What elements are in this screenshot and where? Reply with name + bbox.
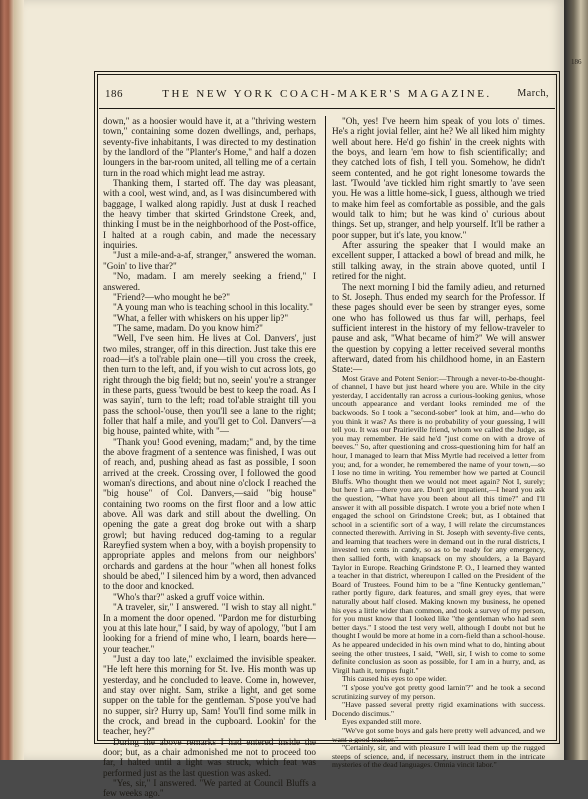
paragraph: "Yes, sir," I answered. "We parted at Council Bluffs a few weeks ago." xyxy=(103,778,316,799)
paragraph: After assuring the speaker that I would make an excellent supper, I attacked a bowl of bread and milk, he still talking away, in the strain above quoted, until I retired for the night. xyxy=(332,240,545,282)
letter-paragraph: "Have passed several pretty rigid examinations with success. Docendo discimus." xyxy=(332,700,545,718)
paragraph: "A young man who is teaching school in this locality." xyxy=(113,302,313,313)
running-title: THE NEW YORK COACH-MAKER'S MAGAZINE. xyxy=(162,88,492,100)
column-divider xyxy=(325,116,326,720)
paragraph: Thanking them, I started off. The day was pleasant, with a cool, west wind, and, as I was disincumbered with baggage, I walked along rapidly. Just at dusk I reached the heavy timber that skirted Grindstone Creek, and, thinking I must be in the neighborhood of the Post-office, I halted at a rough cabin, and made the necessary inquiries. xyxy=(103,178,316,251)
page-stack-edge xyxy=(14,0,24,760)
paragraph: "Thank you! Good evening, madam;" and, by the time the above fragment of a sentence was finished, I was out of reach, and, pushing ahead as fast as possible, I soon arrived at the creek. Crossing over, I followed the good woman's directions, and about nine o'clock I reached the "big house" of Col. Danvers,—said "big house" containing two rooms on the first floor and a low attic above. All was dark and still about the dwelling. On opening the gate a great dog broke out with a sharp growl; but having reduced dog-taming to a regular Rareyfied system when a boy, with a boyish propensity to appropriate apples and melons from our neighbors' orchards and gardens at the hour "when all honest folks should be abed," I silenced him by a word, then advanced to the door and knocked. xyxy=(103,436,316,592)
paragraph: "Oh, yes! I've heern him speak of you lots o' times. He's a right jovial feller, aint he? We all liked him mighty well about here. He'd go fishin' in the creek nights with the boys, and learn 'em how to fish scientifically; and they catched lots of fish, I tell you. Somehow, he didn't seem contented, and he got right lonesome towards the last. 'Twould 'ave tickled him right smartly to 'ave seen you. He was a little home-sick, I guess, although we tried to make him feel as comfortable as possible, and the gals would talk to him; but he was kind o' curious about things. Set up, stranger, and help yourself. It'll be rather a poor supper, but it's late, you know." xyxy=(332,116,545,240)
header-rule xyxy=(99,108,555,109)
book-page xyxy=(24,0,564,799)
next-page-edge xyxy=(564,0,588,760)
letter-paragraph: Most Grave and Potent Senior:—Through a never-to-be-thought-of channel, I have but just heard where you are. While in the city yesterday, I accidentally ran across a curious-looking genius, whose uncouth appearance and verdant looks reminded me of the backwoods. So I took a "second-sober" look at him, and—who do you think it was? As there is no probability of your guessing, I will tell you. It was our Prairieville friend, whom we called the Judge, as you may remember. He said he'd "just come on with a drove of beeves." So, after questioning and cross-questioning him for half an hour, I managed to learn that Miss Myrtle had received a letter from you; and, for a wonder, he remembered the name of your town,—so I lose no time in writing. You remember how we parted at Council Bluffs. Who thought then we would not meet again? Not I, surely; but here I am—there you are. Don't get impatient,—I heard you ask the question, "What have you been about all this time?" and I'll answer it with all possible dispatch. I wrote you a brief note when I engaged the school on Grindstone Creek; but, as I obtained that school in a scientific sort of a way, I will relate the circumstances connected therewith. Arriving in St. Joseph with seventy-five cents, and learning that teachers were in demand out in the rural districts, I invested ten cents in candy, so as to be ready for any emergency, then sallied forth, with knapsack on my shoulders, a la Bayard Taylor in Europe. Reaching Grindstone P. O., I learned they wanted a teacher in that district, whereupon I called on the President of the Board of Trustees. Found him to be a "fine Kentucky gentleman," rather portly figure, dark features, and small grey eyes, that were naturally about half closed. Making known my business, he opened his eyes a little wider than common, and took a survey of my person, for you must know that I looked like "the gentleman who had seen better days." I stood the test very well, although I doubt not but he thought I would be more at home in a corn-field than a school-house. As he appeared undecided in his own mind what to do, hinting about seeing the other trustees, I said, "Well, sir, I wish to come to some definite conclusion as soon as possible, for I am in a hurry, and, as Virgil hath it, tempus fugit." xyxy=(332,373,545,675)
paragraph: "Just a mile-and-a-af, stranger," answered the woman. "Goin' to live thar?" xyxy=(103,250,316,271)
paragraph: "Just a day too late," exclaimed the invisible speaker. "He left here this morning for St. Ive. His month was up yesterday, and he concluded to leave. Come in, however, and stay over night. Sam, strike a light, and get some supper on the table for the gentleman. S'pose you've had no supper, sir? Hurry up, Sam! You'll find some milk in the crock, and bread in the cupboard. Lookin' for the teacher, hey?" xyxy=(103,653,316,737)
paragraph: The next morning I bid the family adieu, and returned to St. Joseph. Thus ended my search for the Professor. If these pages should ever be seen by stranger eyes, some one who has followed us thus far will, perhaps, feel sufficient interest in the history of my fellow-traveler to pause and ask, "What became of him?" We will answer the question by copying a letter received several months afterward, dated from his childhood home, in an Eastern State:— xyxy=(332,281,545,375)
paragraph: "Well, I've seen him. He lives at Col. Danvers', just two miles, stranger, off in this direction. Just take this ere road—it's a tol'rable plain one—till you cross the creek, then turn to the left, and, if you wish to cut across lots, go right through the big field; but no, seein' you're a stranger in these parts, guess 'twould be best to keep the road. As I was sayin', turn to the left; road tol'able straight till you pass the school-'ouse, then you'll see a lane to the right; foller that half a mile, and you'll get to Col. Danvers'—a big house, painted white, with "— xyxy=(103,333,316,437)
paragraph: "Friend?—who mought he be?" xyxy=(113,291,230,302)
right-column xyxy=(332,116,545,770)
paragraph: "Who's thar?" asked a gruff voice within. xyxy=(113,591,265,602)
letter-block xyxy=(332,375,545,770)
text-frame xyxy=(94,71,560,799)
letter-paragraph: This caused his eyes to ope wider. xyxy=(342,674,447,684)
paragraph: down," as a hoosier would have it, at a "thriving western town," containing some dozen dwellings, and, perhaps, seventy-five inhabitants, I was directed to my destination by the landlord of the "Planter's Home," and half a dozen loungers in the bar-room united, all telling me of a certain turn in the road which might lead me astray. xyxy=(103,116,316,178)
running-header xyxy=(105,88,549,102)
paragraph: During the above remarks I had entered inside the door; but, as a chair admonished me not to proceed too far, I halted until a light was struck, which feat was performed just as the last question was asked. xyxy=(103,736,316,778)
paragraph: "The same, madam. Do you know him?" xyxy=(113,322,263,333)
paragraph: "No, madam. I am merely seeking a friend," I answered. xyxy=(103,271,316,292)
running-month: March, xyxy=(517,88,549,99)
letter-paragraph: Eyes expanded still more. xyxy=(342,717,422,727)
page-number: 186 xyxy=(105,88,123,100)
letter-paragraph: "I s'pose you've got pretty good larnin'?" and he took a second scrutinizing survey of my person. xyxy=(332,682,545,701)
letter-paragraph: "We've got some boys and gals here pretty well advanced, and we want a good teacher." xyxy=(332,725,545,744)
next-page-number-sliver: 186 xyxy=(571,58,582,66)
paragraph: "A traveler, sir," I answered. "I wish to stay all night." In a moment the door opened. "Pardon me for disturbing you at this late hour," I said, by way of apology, "but I am looking for a friend of mine who, I learn, boards here—your teacher." xyxy=(103,602,316,654)
paragraph: "What, a feller with whiskers on his upper lip?" xyxy=(113,312,289,323)
left-column xyxy=(103,116,316,799)
book-spine xyxy=(0,0,14,760)
letter-paragraph: "Certainly, sir, and with pleasure I will lead them up the rugged steeps of science, and, if necessary, instruct them in the intricate mysteries of the dead languages. Omnia vincit labor." xyxy=(332,743,545,770)
